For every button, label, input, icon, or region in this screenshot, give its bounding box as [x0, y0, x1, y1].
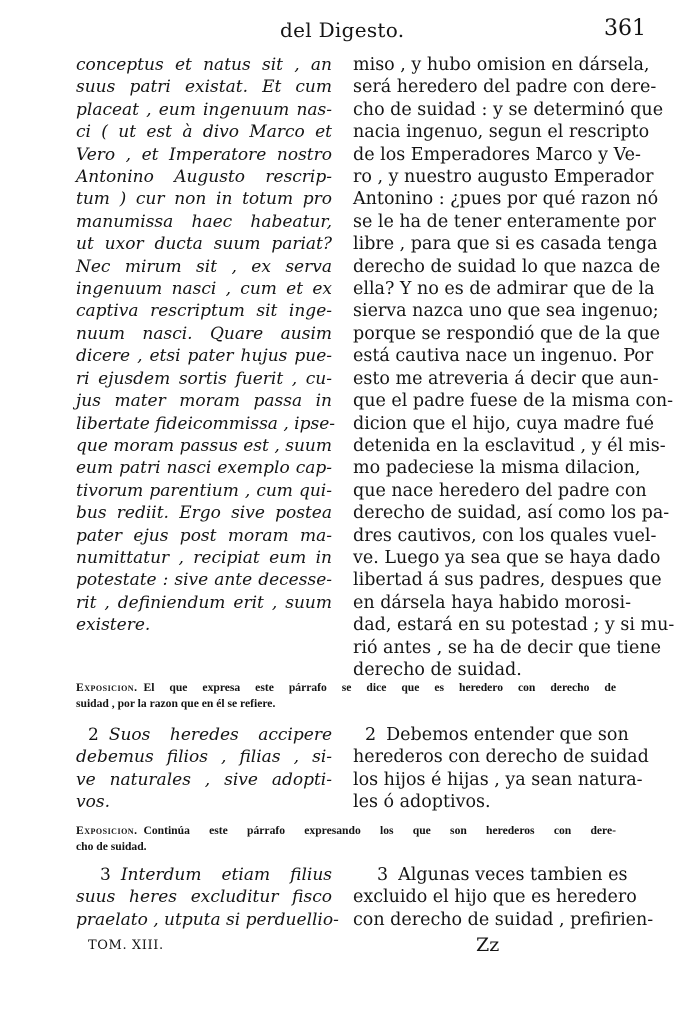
spanish-line: cho de suidad : y se determinó que [353, 99, 664, 120]
spanish-line: será heredero del padre con dere- [353, 77, 657, 98]
spanish-line: libertad á sus padres, despues que [353, 570, 662, 591]
latin-line: potestate : sive ante decesse- [76, 570, 332, 591]
spanish-line: esto me atreveria á decir que aun- [353, 368, 659, 389]
latin-line: Vero , et Imperatore nostro [76, 144, 332, 165]
spanish-line: dad, estará en su potestad ; y si mu- [353, 615, 675, 636]
spanish-line: que nace heredero del padre con [353, 480, 647, 501]
spanish-line: en dársela haya habido morosi- [353, 592, 632, 613]
spanish-line: detenida en la esclavitud , y él mis- [353, 435, 666, 456]
exposition-note-2 [76, 823, 616, 854]
spanish-line: miso , y hubo omision en dársela, [353, 55, 650, 75]
latin-column-section-2 [76, 724, 332, 814]
latin-line: existere. [76, 615, 151, 636]
spanish-line: ve. Luego ya sea que se haya dado [353, 547, 661, 568]
spanish-line: derecho de suidad lo que nazca de [353, 256, 661, 277]
latin-line: 3 Interdum etiam filius [100, 865, 332, 885]
latin-line: dicere , etsi pater hujus pue- [76, 346, 332, 367]
latin-line: vos. [76, 792, 110, 813]
latin-line: captiva rescriptum sit inge- [76, 301, 332, 322]
volume-footer: TOM. XIII. [88, 938, 164, 953]
section-number: 3 [100, 865, 111, 885]
latin-line: ingenuum nasci , cum et ex [76, 279, 332, 300]
latin-line: ci ( ut est à divo Marco et [76, 122, 332, 143]
spanish-line: excluido el hijo que es heredero [353, 887, 637, 908]
page-number: 361 [604, 16, 646, 41]
latin-line: numittatur , recipiat eum in [76, 547, 332, 568]
latin-line: suus patri existat. Et cum [76, 77, 332, 98]
exposition-note-1 [76, 680, 616, 711]
spanish-column-section-2 [353, 724, 649, 814]
spanish-line: está cautiva nace un ingenuo. Por [353, 346, 654, 367]
latin-line: eum patri nasci exemplo cap- [76, 458, 332, 479]
spanish-line: con derecho de suidad , prefirien- [353, 909, 654, 930]
exposition-label: Exposicion. [76, 681, 138, 694]
spanish-line: dicion que el hijo, cuya madre fué [353, 413, 655, 434]
latin-line: debemus filios , filias , si- [76, 747, 332, 768]
latin-line: tivorum parentium , cum qui- [76, 480, 332, 501]
exposition-line: suidad , por la razon que en él se refiere. [76, 696, 276, 710]
section-number: 2 [365, 725, 377, 745]
spanish-line: ro , y nuestro augusto Emperador [353, 167, 654, 188]
latin-line: placeat , eum ingenuum nas- [76, 99, 332, 120]
latin-line: jus mater moram passa in [76, 391, 332, 412]
spanish-line: ella? Y no es de admirar que de la [353, 279, 655, 300]
latin-line: conceptus et natus sit , an [76, 55, 332, 75]
spanish-line: porque se respondió que de la que [353, 323, 660, 344]
spanish-line: sierva nazca uno que sea ingenuo; [353, 301, 659, 322]
latin-line: ri ejusdem sortis fuerit , cu- [76, 368, 332, 389]
latin-line: 2 Suos heredes accipere [88, 725, 332, 745]
spanish-line: 2 Debemos entender que son [365, 725, 629, 745]
spanish-line: dres cautivos, con los quales vuel- [353, 525, 657, 546]
spanish-line: les ó adoptivos. [353, 792, 491, 813]
spanish-line: mo padeciese la misma dilacion, [353, 458, 641, 479]
latin-line: tum ) cur non in totum pro [76, 189, 332, 210]
latin-line: pater ejus post moram ma- [76, 525, 332, 546]
latin-line: suus heres excluditur fisco [76, 887, 332, 908]
section-number: 2 [88, 725, 99, 745]
spanish-line: los hijos é hijas , ya sean natura- [353, 769, 643, 790]
spanish-line: que el padre fuese de la misma con- [353, 391, 674, 412]
spanish-line: derecho de suidad, así como los pa- [353, 503, 670, 524]
spanish-line: libre , para que si es casada tenga [353, 234, 658, 255]
latin-column-section-3 [76, 864, 339, 931]
latin-line: bus rediit. Ergo sive postea [76, 503, 332, 524]
latin-line: Antonino Augusto rescrip- [76, 167, 332, 188]
exposition-label: Exposicion. [76, 824, 138, 837]
signature-mark: Zz [476, 934, 500, 956]
latin-line: que moram passus est , suum [76, 435, 332, 456]
latin-line: rit , definiendum erit , suum [76, 592, 332, 613]
exposition-line: cho de suidad. [76, 839, 147, 853]
section-number: 3 [377, 865, 389, 885]
spanish-line: nacia ingenuo, segun el rescripto [353, 122, 650, 143]
spanish-column-section-3 [353, 864, 654, 931]
spanish-line: 3 Algunas veces tambien es [377, 865, 628, 885]
spanish-line: rió antes , se ha de decir que tiene [353, 637, 662, 658]
spanish-column-section-1 [353, 54, 675, 681]
latin-line: nuum nasci. Quare ausim [76, 323, 332, 344]
latin-line: praelato , utputa si perduellio- [76, 909, 339, 930]
spanish-line: Antonino : ¿pues por qué razon nó [353, 189, 659, 210]
latin-line: ut uxor ducta suum pariat? [76, 234, 332, 255]
exposition-line: Exposicion. El que expresa este párrafo se dice que es heredero con derecho de [76, 681, 616, 694]
running-header-title: del Digesto. [280, 18, 405, 42]
latin-line: libertate fideicommissa , ipse- [76, 413, 336, 434]
spanish-line: herederos con derecho de suidad [353, 747, 649, 768]
latin-column-section-1 [76, 54, 336, 637]
spanish-line: derecho de suidad. [353, 659, 522, 680]
latin-line: Nec mirum sit , ex serva [76, 256, 332, 277]
spanish-line: de los Emperadores Marco y Ve- [353, 144, 641, 165]
exposition-line: Exposicion. Continúa este párrafo expresando los que son herederos con dere- [76, 824, 616, 837]
spanish-line: se le ha de tener enteramente por [353, 211, 656, 232]
latin-line: ve naturales , sive adopti- [76, 769, 332, 790]
latin-line: manumissa haec habeatur, [76, 211, 332, 232]
